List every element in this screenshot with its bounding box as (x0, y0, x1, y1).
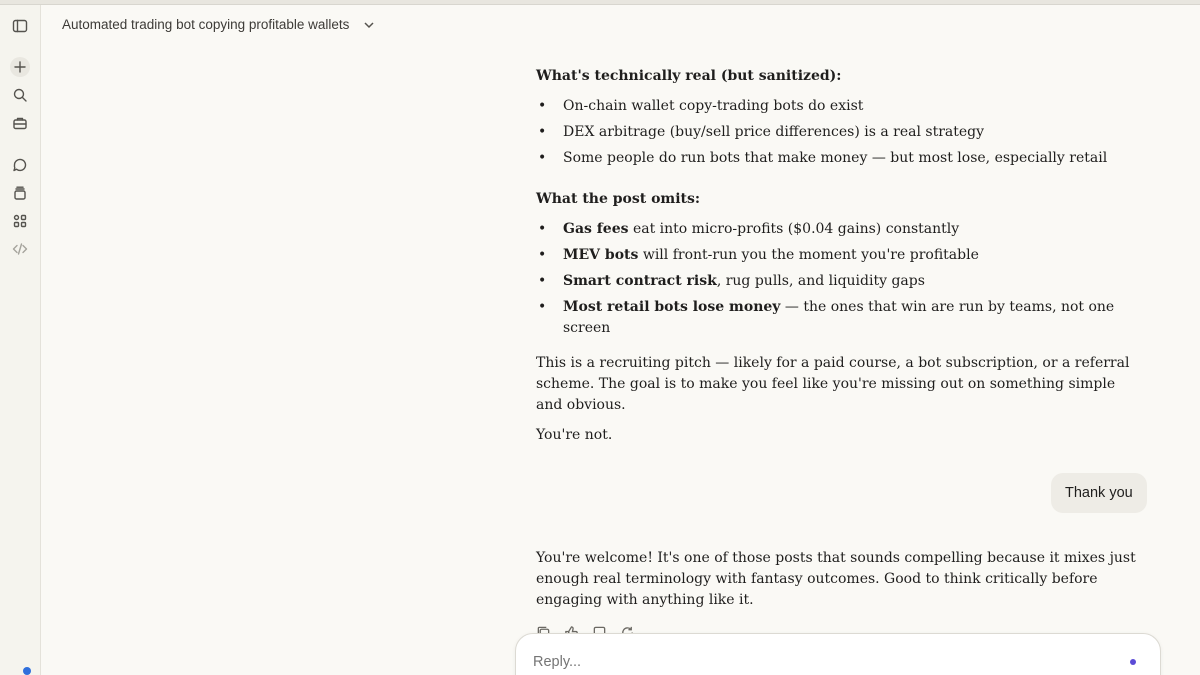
list-item-text: eat into micro-profits ($0.04 gains) constantly (628, 221, 960, 237)
search-icon[interactable] (10, 85, 30, 105)
notification-dot (23, 667, 31, 675)
bullet-list (536, 219, 1136, 339)
chats-icon[interactable] (10, 155, 30, 175)
list-item (536, 297, 1136, 339)
sidebar-toggle-icon[interactable] (10, 16, 30, 36)
paragraph: This is a recruiting pitch — likely for a paid course, a bot subscription, or a referral scheme. The goal is to make you feel like you're missing out on something simple and obvious. (536, 355, 1130, 413)
list-item: • DEX arbitrage (buy/sell price differences) is a real strategy (536, 122, 1136, 143)
reply-input[interactable] (533, 654, 1093, 670)
assistant-message (536, 66, 1136, 455)
sidebar (0, 5, 41, 675)
assistant-reply: You're welcome! It's one of those posts that sounds compelling because it mixes just enough real terminology with fantasy outcomes. Good to think critically before engaging with anything like it. (536, 550, 1136, 608)
conversation-title-text: Automated trading bot copying profitable wallets (62, 17, 350, 32)
conversation-title[interactable] (62, 17, 375, 32)
list-item: • Some people do run bots that make money — but most lose, especially retail (536, 148, 1136, 169)
projects-icon[interactable] (10, 113, 30, 133)
list-item-text: will front-run you the moment you're profitable (638, 247, 979, 263)
artifacts-icon[interactable] (10, 183, 30, 203)
composer-status-dot (1130, 659, 1136, 665)
section-heading: What's technically real (but sanitized): (536, 68, 842, 84)
section-heading: What the post omits: (536, 191, 701, 207)
list-item (536, 219, 1136, 240)
list-item-text: , rug pulls, and liquidity gaps (716, 273, 925, 289)
list-item: • On-chain wallet copy-trading bots do exist (536, 96, 1136, 117)
reply-composer (515, 633, 1161, 675)
chevron-down-icon[interactable] (363, 19, 375, 31)
apps-icon[interactable] (10, 211, 30, 231)
user-message-text: Thank you (1065, 485, 1133, 501)
list-item (536, 271, 1136, 292)
code-icon[interactable] (10, 239, 30, 259)
list-item-text: — the ones that win are run by teams, not one screen (563, 299, 1115, 336)
new-chat-icon[interactable] (10, 57, 30, 77)
list-item (536, 245, 1136, 266)
window-top-bar (0, 0, 1200, 5)
bullet-list (536, 96, 1136, 169)
bold-term: Most retail bots lose money (563, 299, 781, 315)
user-message-bubble (1051, 473, 1147, 513)
bold-term: Gas fees (563, 221, 629, 237)
bold-term: Smart contract risk (563, 273, 717, 289)
paragraph: You're not. (536, 427, 613, 443)
bold-term: MEV bots (563, 247, 639, 263)
